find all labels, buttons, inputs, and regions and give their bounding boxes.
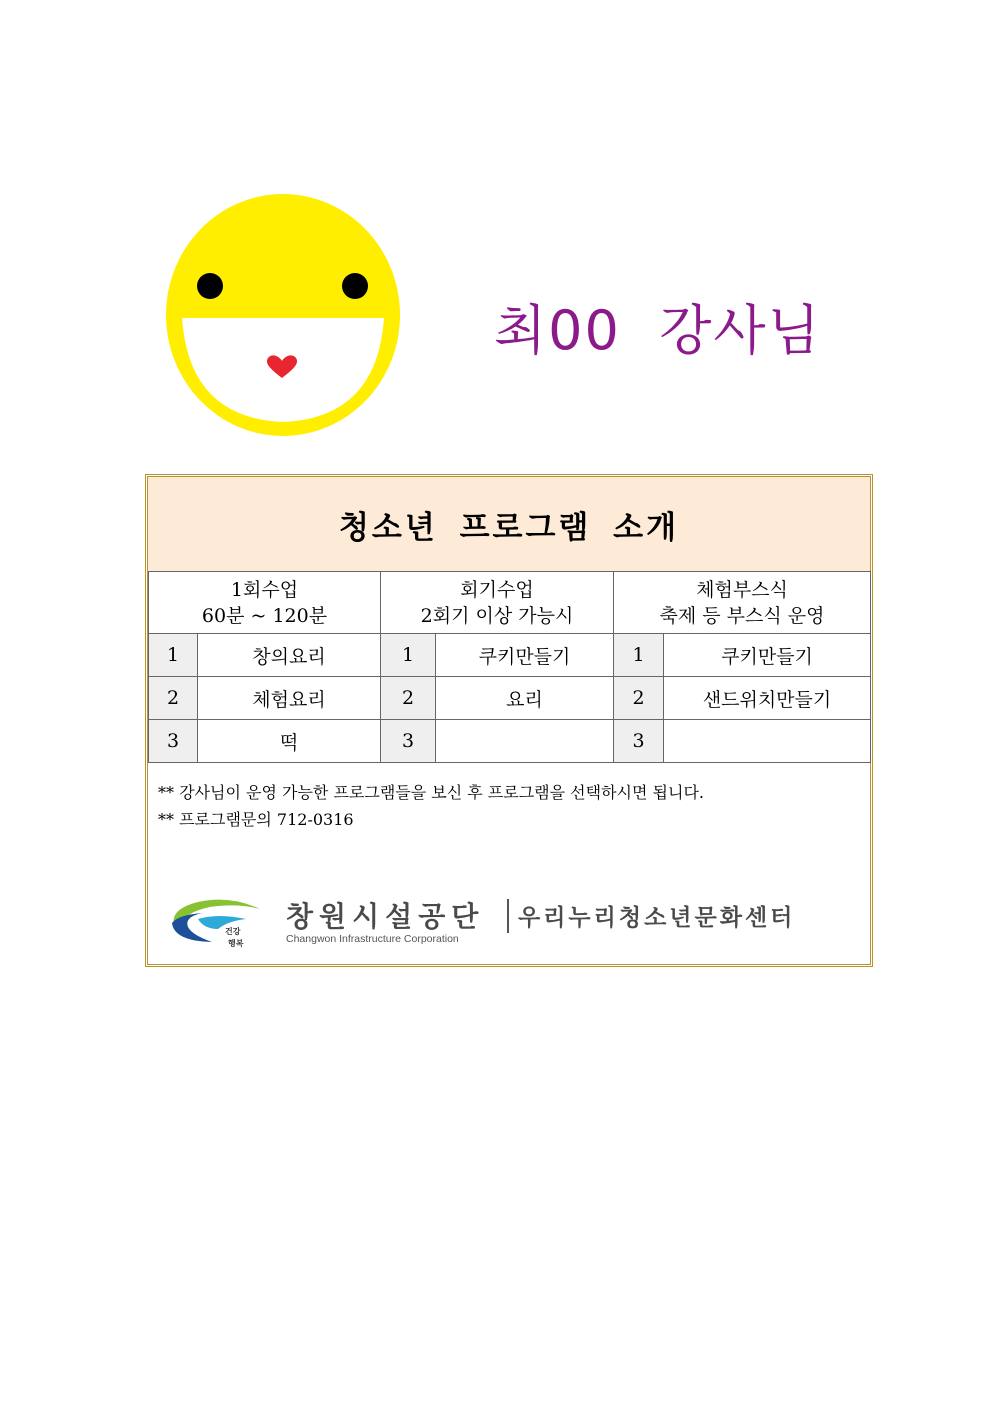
program-cell xyxy=(436,720,614,763)
organization-subunit: 우리누리청소년문화센터 xyxy=(518,905,796,931)
row-number: 1 xyxy=(149,634,198,677)
organization-logo-icon xyxy=(168,889,268,953)
note-selection: ** 강사님이 운영 가능한 프로그램들을 보신 후 프로그램을 선택하시면 됩니다. xyxy=(158,783,704,802)
instructor-name: 최00 강사님 xyxy=(494,299,822,362)
notes xyxy=(158,779,704,833)
table-row xyxy=(149,677,871,720)
smiley-face-icon xyxy=(162,190,404,440)
row-number: 2 xyxy=(614,677,664,720)
note-inquiry: ** 프로그램문의 712-0316 xyxy=(158,810,354,829)
program-cell: 체험요리 xyxy=(198,677,381,720)
divider xyxy=(507,899,509,933)
row-number: 3 xyxy=(614,720,664,763)
row-number: 3 xyxy=(149,720,198,763)
program-cell: 쿠키만들기 xyxy=(664,634,871,677)
svg-text:건강: 건강 xyxy=(225,927,241,936)
column-subheading: 축제 등 부스식 운영 xyxy=(659,604,825,627)
table-row xyxy=(149,634,871,677)
column-heading: 체험부스식 xyxy=(696,578,788,601)
program-title: 청소년 프로그램 소개 xyxy=(338,509,680,546)
column-subheading: 60분 ~ 120분 xyxy=(201,604,328,627)
column-heading: 회기수업 xyxy=(460,578,534,601)
program-title-band xyxy=(148,477,870,572)
organization-name-english: Changwon Infrastructure Corporation xyxy=(286,933,459,945)
program-cell: 요리 xyxy=(436,677,614,720)
program-cell: 샌드위치만들기 xyxy=(664,677,871,720)
column-subheading: 2회기 이상 가능시 xyxy=(420,604,574,627)
table-header-row xyxy=(149,572,871,634)
program-cell: 떡 xyxy=(198,720,381,763)
program-cell xyxy=(664,720,871,763)
program-cell: 창의요리 xyxy=(198,634,381,677)
row-number: 2 xyxy=(381,677,436,720)
column-header-single-session xyxy=(149,572,381,634)
row-number: 1 xyxy=(614,634,664,677)
organization-footer xyxy=(168,889,858,953)
program-frame xyxy=(145,474,873,967)
table-row xyxy=(149,720,871,763)
column-heading: 1회수업 xyxy=(230,578,299,601)
organization-name: 창원시설공단 xyxy=(286,900,485,933)
program-table xyxy=(148,571,871,763)
program-cell: 쿠키만들기 xyxy=(436,634,614,677)
row-number: 3 xyxy=(381,720,436,763)
column-header-multi-session xyxy=(381,572,614,634)
svg-text:행복: 행복 xyxy=(228,939,244,948)
row-number: 1 xyxy=(381,634,436,677)
row-number: 2 xyxy=(149,677,198,720)
column-header-booth xyxy=(614,572,871,634)
